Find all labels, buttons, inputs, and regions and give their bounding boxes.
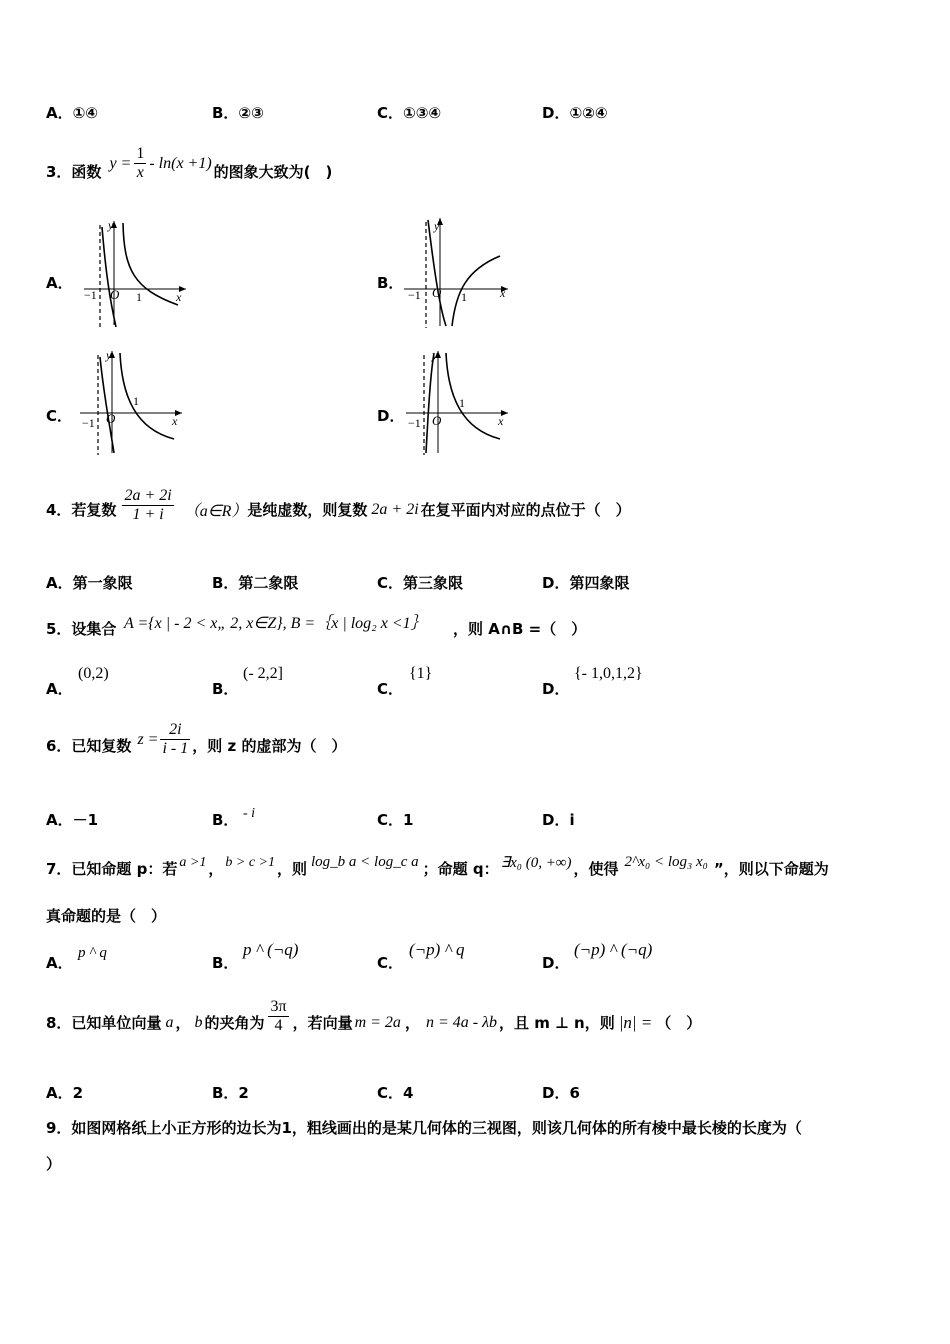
- q6-prefix: 6．已知复数: [46, 737, 132, 755]
- q4-frac-num: 2a + 2i: [124, 487, 172, 504]
- one-label: 1: [461, 290, 467, 304]
- q7-value-b: p ^ (¬q): [243, 940, 299, 959]
- neg-one-label: −1: [82, 416, 95, 430]
- y-label: y: [432, 348, 438, 362]
- neg-one-label: −1: [84, 288, 97, 302]
- one-label: 1: [459, 396, 465, 410]
- q8-n-eq: n = 4a - λb: [425, 1013, 498, 1031]
- q3-graph-a: [78, 215, 193, 330]
- x-label: x: [172, 414, 178, 428]
- q8-frac-den: 4: [274, 1017, 283, 1034]
- q7-ineq: 2^x₀ < log₃ x₀: [624, 854, 708, 870]
- q5-label-b: B．: [212, 680, 239, 698]
- q2-option-c: C．①③④: [377, 104, 442, 122]
- q3-graph-c: [76, 347, 191, 459]
- q5-label-d: D．: [542, 680, 570, 698]
- q8-norm: |n| =: [618, 1012, 653, 1032]
- q3-label-a: A．: [46, 274, 73, 292]
- q4-fraction: [122, 487, 173, 524]
- q7-exist: ∃x₀ (0, +∞): [500, 855, 572, 871]
- q8-comma: ，: [175, 1014, 191, 1032]
- q8-perp: ，且 m ⊥ n，则: [499, 1014, 615, 1032]
- q2-option-a: A．①④: [46, 104, 99, 122]
- q8-stem: [46, 998, 701, 1035]
- q9-line2: ）: [46, 1155, 62, 1173]
- q7-mid2: ；命题 q：: [422, 860, 499, 878]
- q7-line1-a: 7．已知命题 p：若: [46, 860, 178, 878]
- q5-set-expr: A ={x | - 2 < x„ 2, x∈Z}, B =｛x | log₂ x <1｝: [124, 615, 427, 632]
- q3-graph-d: [402, 347, 517, 459]
- q4-mid: 是纯虚数，则复数: [247, 501, 368, 519]
- q7-label-a: A．: [46, 954, 73, 972]
- q8-suffix: （ ）: [656, 1014, 702, 1032]
- q7-log-expr: log_b a < log_c a: [311, 854, 419, 870]
- q5-suffix: ，则 A∩B =（ ）: [453, 620, 587, 638]
- q8-vec-a: a: [165, 1013, 174, 1031]
- q7-cond1: a >1: [179, 854, 207, 870]
- q5-label-c: C．: [377, 680, 404, 698]
- q4-suffix: 在复平面内对应的点位于（ ）: [420, 501, 631, 519]
- q6-stem: [46, 721, 346, 758]
- q3-formula-rest: - ln(x +1): [149, 154, 212, 172]
- y-label: y: [434, 219, 440, 233]
- one-label: 1: [133, 394, 139, 408]
- q5-value-a: (0,2): [78, 665, 109, 682]
- curve-left: [426, 353, 434, 453]
- q7-line1: [46, 846, 829, 879]
- q8-angle-text: 的夹角为: [204, 1014, 265, 1032]
- q8-frac-num: 3π: [270, 998, 287, 1015]
- q6-suffix: ，则 z 的虚部为（ ）: [192, 737, 347, 755]
- q4-option-b: B．第二象限: [212, 574, 299, 592]
- q3-prefix: 3．函数: [46, 163, 102, 181]
- q7-line2: 真命题的是（ ）: [46, 907, 167, 925]
- q3-label-c: C．: [46, 407, 73, 425]
- x-label: x: [500, 286, 506, 300]
- x-label: x: [176, 290, 182, 304]
- q8-prefix: 8．已知单位向量: [46, 1014, 162, 1032]
- origin-label: O: [432, 285, 442, 300]
- q4-frac-den: 1 + i: [132, 506, 164, 523]
- q3-stem: [46, 145, 332, 182]
- q3-graph-b: [400, 212, 515, 330]
- curve-right: [120, 353, 174, 439]
- q6-frac-num: 2i: [160, 721, 190, 740]
- q8-m-eq: m = 2a: [354, 1013, 401, 1031]
- neg-one-label: −1: [408, 416, 421, 430]
- q3-frac-den: x: [136, 164, 144, 181]
- q5-value-c: {1}: [409, 665, 433, 682]
- q8-option-a: A．2: [46, 1084, 84, 1102]
- q3-suffix: 的图象大致为( ): [213, 163, 333, 181]
- q8-comma-2: ，: [404, 1014, 420, 1032]
- q7-label-b: B．: [212, 954, 239, 972]
- q7-value-d: (¬p) ^ (¬q): [574, 940, 653, 959]
- y-label: y: [108, 218, 114, 232]
- q3-label-b: B．: [377, 274, 404, 292]
- q4-stem: [46, 487, 631, 524]
- q7-label-c: C．: [377, 954, 404, 972]
- q3-y-eq: y =: [109, 154, 132, 172]
- curve-right: [452, 256, 500, 326]
- q6-option-d: D．i: [542, 811, 575, 829]
- q4-option-c: C．第三象限: [377, 574, 464, 592]
- curve-left: [428, 220, 446, 326]
- q8-vec-b: b: [194, 1013, 203, 1031]
- q8-option-b: B．2: [212, 1084, 249, 1102]
- curve-right: [123, 223, 178, 305]
- q8-fraction: [268, 998, 288, 1035]
- y-label: y: [106, 348, 112, 362]
- q5-prefix: 5．设集合: [46, 620, 117, 638]
- q8-mid: ，若向量: [292, 1014, 353, 1032]
- origin-label: O: [106, 411, 116, 426]
- q4-condition: （a∈R）: [183, 503, 248, 520]
- neg-one-label: −1: [408, 288, 421, 302]
- q4-prefix: 4．若复数: [46, 501, 117, 519]
- q6-value-b: - i: [243, 806, 256, 821]
- q7-label-d: D．: [542, 954, 570, 972]
- q8-option-c: C．4: [377, 1084, 414, 1102]
- q7-line1-end: ”，则以下命题为: [713, 860, 829, 878]
- q3-fraction: [134, 145, 146, 182]
- q3-frac-num: 1: [136, 145, 145, 162]
- q7-sep1: ，: [208, 860, 224, 878]
- origin-label: O: [110, 287, 120, 302]
- one-label: 1: [136, 290, 142, 304]
- q6-label-b: B．: [212, 811, 239, 829]
- q7-value-a: p ^ q: [78, 945, 107, 961]
- q4-expr: 2a + 2i: [371, 500, 419, 518]
- q2-option-d: D．①②④: [542, 104, 608, 122]
- origin-label: O: [432, 413, 442, 428]
- q5-value-d: {- 1,0,1,2}: [574, 665, 643, 682]
- q6-fraction: [160, 721, 190, 758]
- q8-option-d: D．6: [542, 1084, 580, 1102]
- q6-z-eq: z =: [137, 730, 159, 748]
- q9-line1: 9．如图网格纸上小正方形的边长为1，粗线画出的是某几何体的三视图，则该几何体的所有棱中最长棱的长度为（: [46, 1119, 802, 1137]
- q2-option-b: B．②③: [212, 104, 264, 122]
- q5-label-a: A．: [46, 680, 73, 698]
- q6-option-c: C．1: [377, 811, 414, 829]
- q3-label-d: D．: [377, 407, 405, 425]
- curve-right: [446, 353, 500, 439]
- q7-mid1: ，则: [276, 860, 307, 878]
- q5-value-b: (- 2,2]: [243, 665, 283, 682]
- q6-frac-den: i - 1: [162, 740, 189, 757]
- x-label: x: [498, 414, 504, 428]
- q4-option-a: A．第一象限: [46, 574, 133, 592]
- q7-value-c: (¬p) ^ q: [409, 940, 465, 959]
- q6-option-a: A．－1: [46, 811, 99, 829]
- q4-option-d: D．第四象限: [542, 574, 630, 592]
- q7-mid3: ，使得: [573, 860, 619, 878]
- q7-cond2: b > c >1: [225, 854, 275, 870]
